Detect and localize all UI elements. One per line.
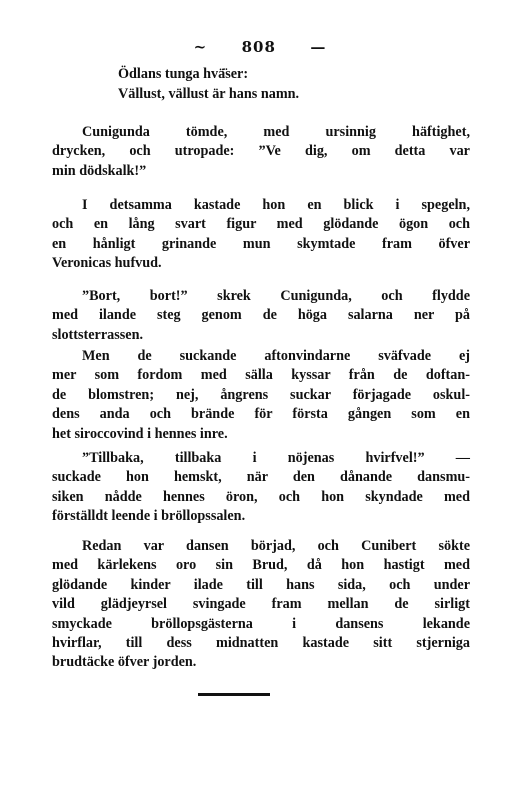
text-line: smyckade bröllopsgästerna i dansens lekande <box>52 615 470 632</box>
text-line: brudtäcke öfver jorden. <box>52 654 197 671</box>
text-line: ”Bort, bort!” skrek Cunigunda, och flydde <box>82 288 470 304</box>
page-header <box>0 38 520 56</box>
text-line: I detsamma kastade hon en blick i spegeln, <box>82 197 470 213</box>
text-line: het siroccovind i hennes inre. <box>52 425 228 442</box>
verse-block <box>118 64 299 104</box>
verse-line: Ödlans tunga hvä̈ser: <box>118 66 249 82</box>
text-line: Veronicas hufvud. <box>52 255 162 272</box>
paragraph <box>52 537 470 673</box>
text-line: en hånligt grinande mun skymtade fram öfver <box>52 235 470 252</box>
verse-line: Vällust, vällust är hans namn. <box>118 86 300 102</box>
paragraph <box>52 347 470 444</box>
text-line: slottsterrassen. <box>52 326 144 343</box>
text-line: förställdt leende i bröllopssalen. <box>52 508 246 525</box>
text-line: mer som fordom med sälla kyssar från de doftan- <box>52 367 470 384</box>
text-line: och en lång svart figur med glödande ögon och <box>52 216 470 233</box>
header-ornament-right: — <box>310 38 327 56</box>
text-line: Cunigunda tömde, med ursinnig häftighet, <box>82 124 470 140</box>
paragraph <box>52 123 470 181</box>
header-ornament-left: ~ <box>193 38 208 56</box>
text-line: glödande kinder ilade till hans sida, och under <box>52 576 470 593</box>
text-line: Men de suckande aftonvindarne sväfvade ej <box>82 348 470 364</box>
text-line: med ilande steg genom de höga salarna ner på <box>52 307 470 324</box>
paragraph <box>52 287 470 345</box>
text-line: dens anda och brände för första gången som en <box>52 406 470 423</box>
text-line: de blomstren; nej, ångrens suckar förjagade oskul- <box>52 386 470 403</box>
text-line: drycken, och utropade: ”Ve dig, om detta var <box>52 143 470 160</box>
text-line: vild glädjeyrsel svingade fram mellan de sirligt <box>52 596 470 613</box>
text-line: med kärlekens oro sin Brud, då hon hastigt med <box>52 557 470 574</box>
text-line: siken nådde hennes öron, och hon skyndade med <box>52 488 470 505</box>
text-line: suckade hon hemskt, när den dånande dansmu- <box>52 469 470 486</box>
text-line: ”Tillbaka, tillbaka i nöjenas hvirfvel!” — <box>82 450 470 466</box>
page-number: 808 <box>241 38 276 56</box>
text-line: Redan var dansen börjad, och Cunibert sökte <box>82 538 470 554</box>
text-line: hvirflar, till dess midnatten kastade sitt stjerniga <box>52 635 470 652</box>
paragraph <box>52 196 470 274</box>
text-line: min dödskalk!” <box>52 162 147 179</box>
end-rule-divider <box>198 693 270 696</box>
paragraph <box>52 449 470 527</box>
